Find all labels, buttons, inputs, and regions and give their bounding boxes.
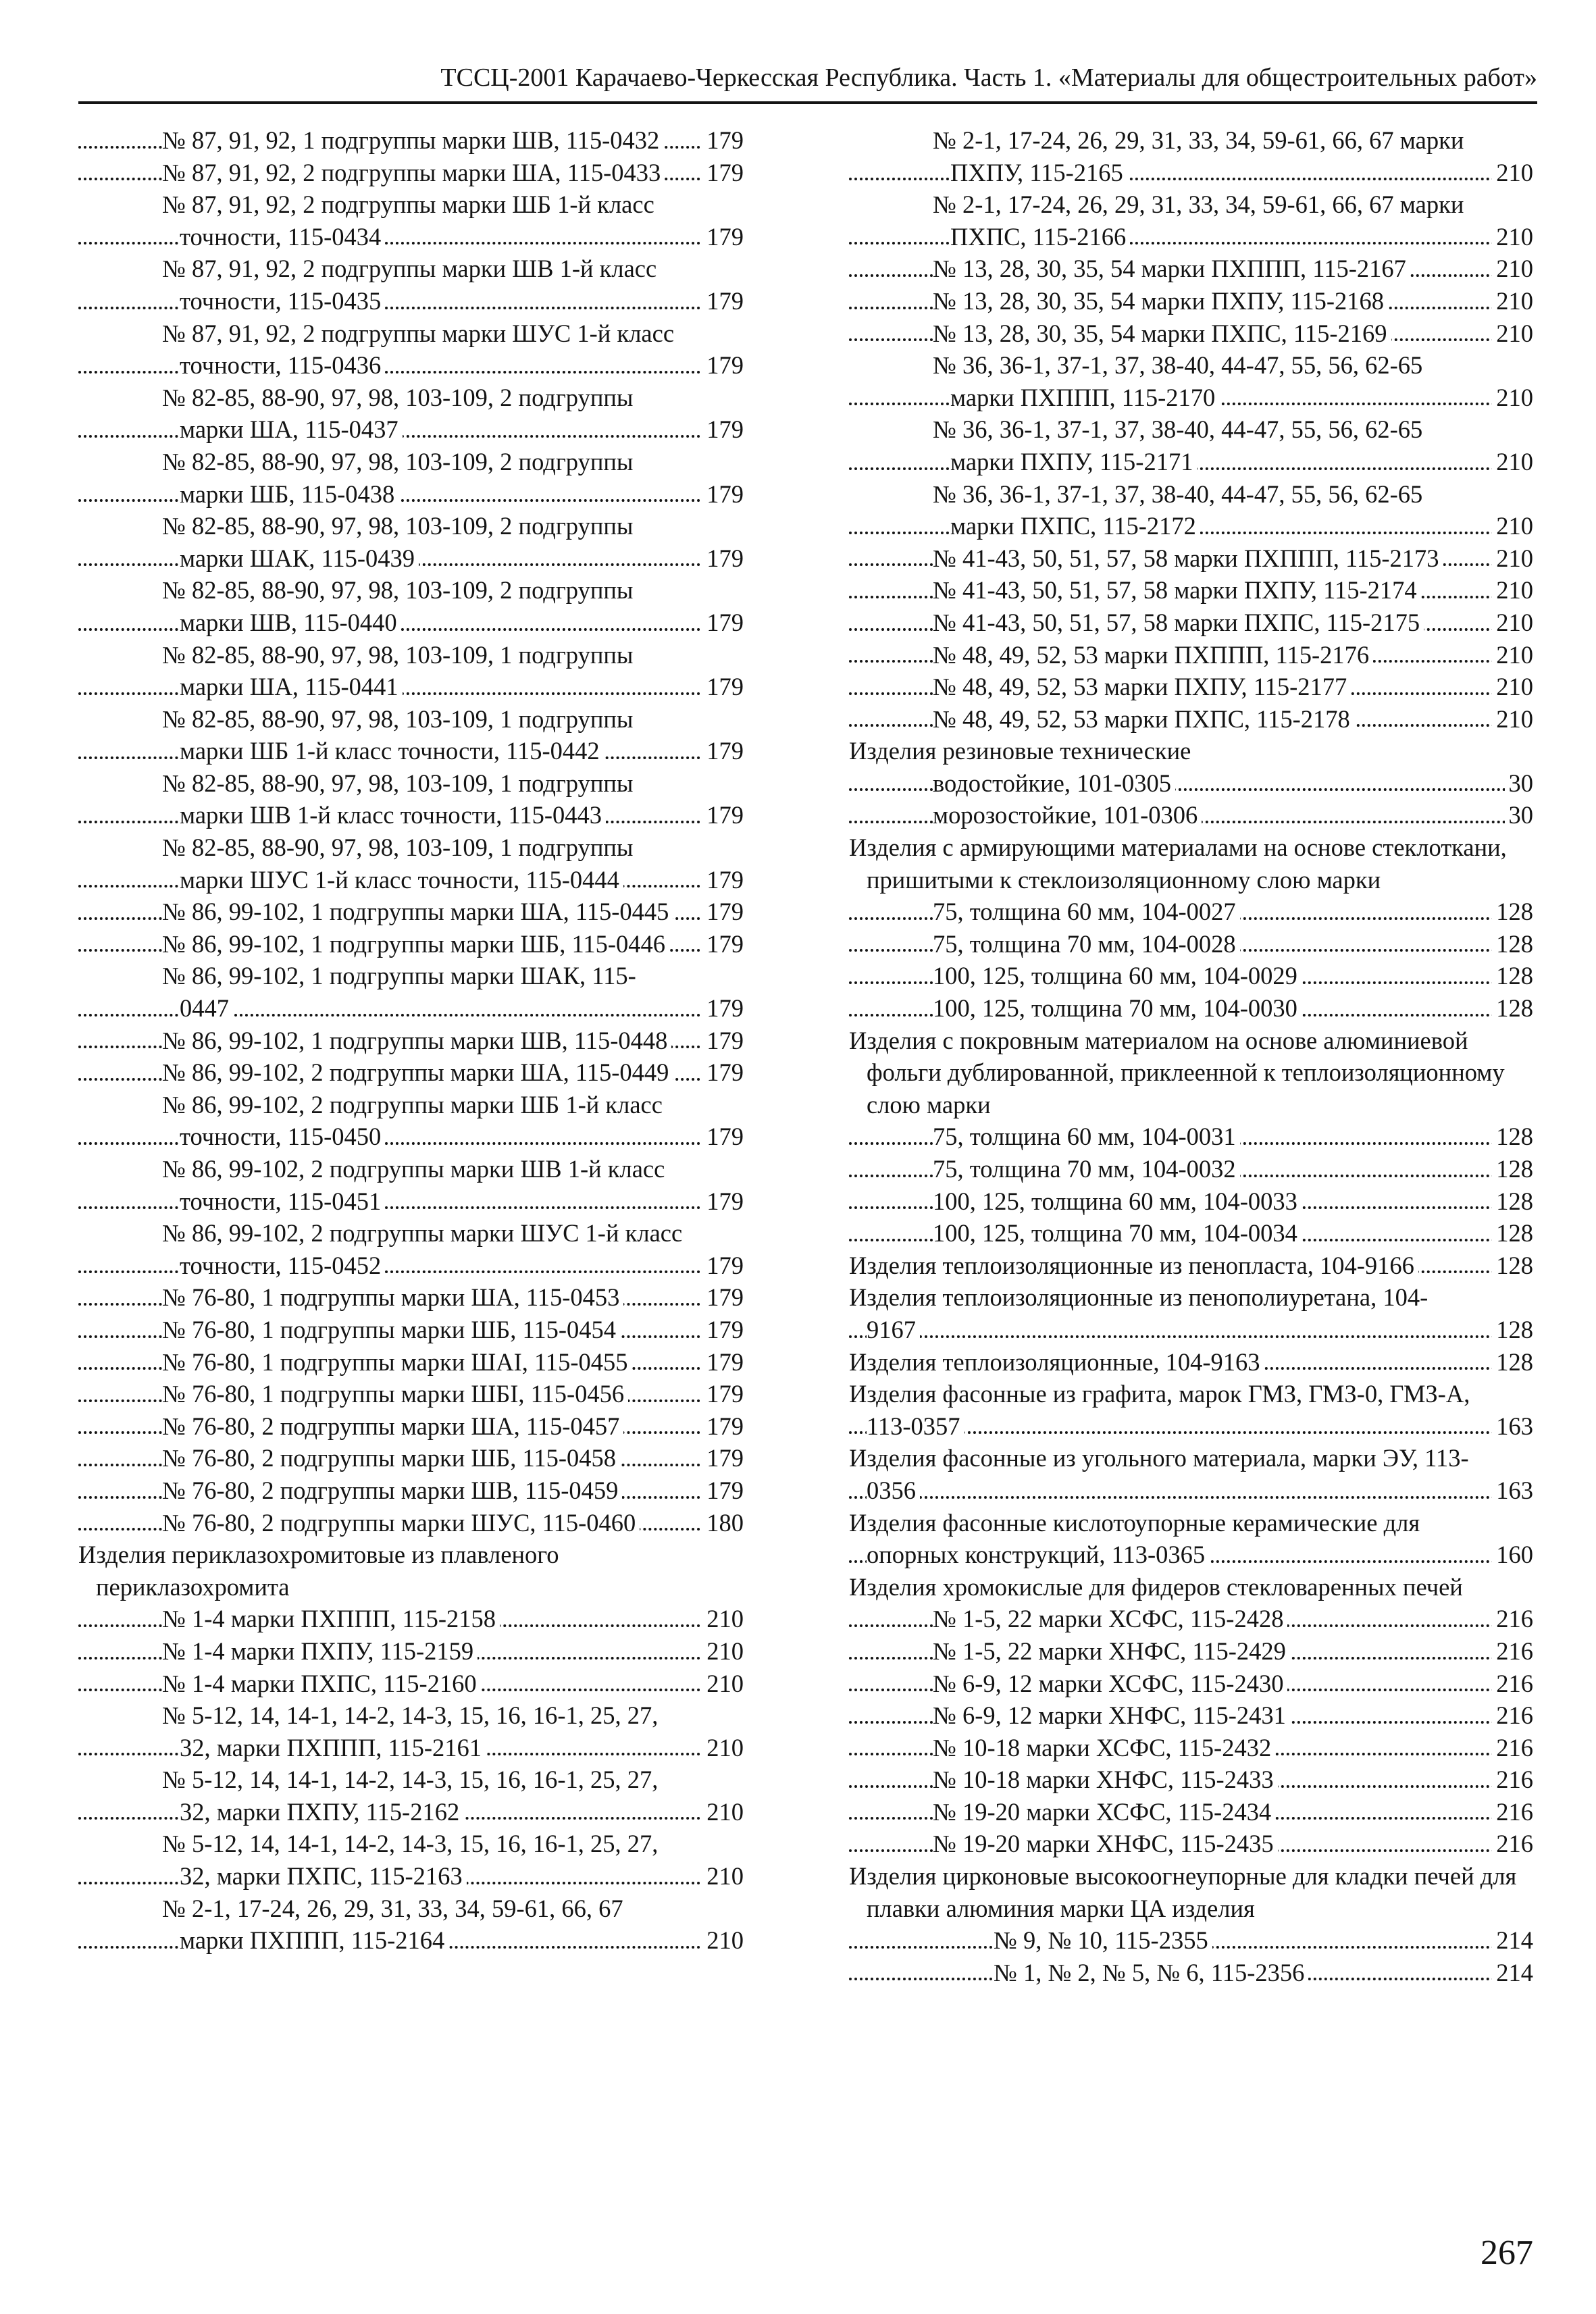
- entry-page-number: 179: [702, 1346, 744, 1379]
- entry-label: № 5-12, 14, 14-1, 14-2, 14-3, 15, 16, 16-1, 25, 27, 32, марки ПХПУ, 115-2162: [162, 1766, 659, 1826]
- index-column-left: [78, 124, 744, 1957]
- index-entry: [78, 1474, 744, 1507]
- entry-page-number: 179: [702, 1442, 744, 1474]
- entry-label: Изделия теплоизоляционные, 104-9163: [849, 1348, 1264, 1376]
- entry-label: № 2-1, 17-24, 26, 29, 31, 33, 34, 59-61, 66, 67 марки ПХПС, 115-2166: [933, 190, 1464, 251]
- entry-label: № 76-80, 2 подгруппы марки ША, 115-0457: [162, 1412, 623, 1440]
- entry-label: № 41-43, 50, 51, 57, 58 марки ПХПУ, 115-2174: [933, 576, 1421, 604]
- index-entry: [849, 1732, 1533, 1764]
- entry-label: 75, толщина 60 мм, 104-0031: [933, 1123, 1240, 1150]
- index-entry: [849, 960, 1533, 992]
- entry-label: № 19-20 марки ХНФС, 115-2435: [933, 1830, 1278, 1857]
- entry-page-number: 128: [1492, 1250, 1533, 1282]
- index-heading: [78, 1539, 744, 1603]
- entry-label: № 86, 99-102, 2 подгруппы марки ШУС 1-й класс точности, 115-0452: [162, 1219, 683, 1279]
- entry-label: водостойкие, 101-0305: [933, 769, 1175, 797]
- entry-label: № 36, 36-1, 37-1, 37, 38-40, 44-47, 55, 56, 62-65 марки ПХПУ, 115-2171: [933, 415, 1423, 475]
- entry-page-number: 179: [702, 1314, 744, 1346]
- entry-page-number: 128: [1492, 1121, 1533, 1153]
- index-entry: [78, 317, 744, 382]
- entry-page-number: 210: [1492, 639, 1533, 671]
- entry-label: № 2-1, 17-24, 26, 29, 31, 33, 34, 59-61, 66, 67 марки ПХПУ, 115-2165: [933, 126, 1464, 186]
- entry-page-number: 179: [702, 1250, 744, 1282]
- entry-label: № 41-43, 50, 51, 57, 58 марки ПХППП, 115-2173: [933, 544, 1443, 572]
- index-entry: [78, 1378, 744, 1410]
- entry-label: № 5-12, 14, 14-1, 14-2, 14-3, 15, 16, 16-1, 25, 27, 32, марки ПХППП, 115-2161: [162, 1701, 659, 1762]
- entry-label: № 1-4 марки ПХППП, 115-2158: [162, 1605, 500, 1632]
- entry-label: № 82-85, 88-90, 97, 98, 103-109, 2 подгруппы марки ШБ, 115-0438: [162, 447, 634, 508]
- entry-label: № 87, 91, 92, 2 подгруппы марки ШУС 1-й класс точности, 115-0436: [162, 319, 675, 380]
- entry-page-number: 210: [702, 1732, 744, 1764]
- entry-page-number: 216: [1492, 1603, 1533, 1635]
- entry-label: 75, толщина 70 мм, 104-0032: [933, 1155, 1240, 1183]
- entry-label: № 76-80, 1 подгруппы марки ШБ, 115-0454: [162, 1316, 620, 1343]
- index-entry: [78, 1603, 744, 1635]
- entry-label: Изделия фасонные из графита, марок ГМЗ, ГМЗ-0, ГМЗ-А, 113-0357: [849, 1380, 1470, 1440]
- entry-page-number: 128: [1492, 992, 1533, 1025]
- entry-page-number: 128: [1492, 1346, 1533, 1379]
- entry-page-number: 179: [702, 1474, 744, 1507]
- entry-label: Изделия теплоизоляционные из пенополиуретана, 104-9167: [849, 1283, 1428, 1343]
- entry-label: № 36, 36-1, 37-1, 37, 38-40, 44-47, 55, 56, 62-65 марки ПХПС, 115-2172: [933, 480, 1423, 540]
- entry-label: № 76-80, 1 подгруппы марки ШAI, 115-0455: [162, 1348, 632, 1376]
- index-entry: [849, 413, 1533, 478]
- index-entry: [78, 831, 744, 896]
- entry-label: № 6-9, 12 марки ХСФС, 115-2430: [933, 1670, 1287, 1697]
- entry-page-number: 179: [702, 1410, 744, 1443]
- entry-page-number: 216: [1492, 1796, 1533, 1828]
- entry-page-number: 210: [1492, 285, 1533, 317]
- entry-page-number: 210: [1492, 317, 1533, 350]
- index-entry: [78, 1089, 744, 1153]
- entry-page-number: 210: [1492, 510, 1533, 542]
- index-entry: [849, 285, 1533, 317]
- entry-label: № 76-80, 1 подгруппы марки ША, 115-0453: [162, 1283, 623, 1311]
- entry-page-number: 179: [702, 671, 744, 703]
- index-entry: [849, 1957, 1533, 1989]
- entry-page-number: 216: [1492, 1732, 1533, 1764]
- index-entry: [849, 478, 1533, 542]
- index-entry: [849, 896, 1533, 928]
- entry-label: Изделия цирконовые высокоогнеупорные для кладки печей для плавки алюминия марки ЦА изделия: [849, 1862, 1517, 1922]
- index-heading: [849, 735, 1533, 767]
- index-entry: [849, 1185, 1533, 1218]
- index-entry: [849, 799, 1533, 831]
- entry-label: № 76-80, 2 подгруппы марки ШУС, 115-0460: [162, 1509, 640, 1537]
- entry-label: № 41-43, 50, 51, 57, 58 марки ПХПС, 115-2175: [933, 609, 1424, 636]
- entry-label: 100, 125, толщина 60 мм, 104-0033: [933, 1187, 1302, 1215]
- index-column-right: [849, 124, 1533, 1988]
- index-entry: [849, 703, 1533, 736]
- entry-label: № 13, 28, 30, 35, 54 марки ПХПУ, 115-2168: [933, 287, 1388, 315]
- index-entry: [849, 1828, 1533, 1860]
- index-entry: [78, 1507, 744, 1539]
- entry-page-number: 210: [1492, 221, 1533, 253]
- index-entry: [78, 1828, 744, 1892]
- entry-page-number: 179: [702, 478, 744, 511]
- entry-label: 75, толщина 60 мм, 104-0027: [933, 898, 1240, 925]
- index-entry: [849, 1121, 1533, 1153]
- index-entry: [849, 1507, 1533, 1571]
- entry-label: № 10-18 марки ХСФС, 115-2432: [933, 1734, 1275, 1762]
- index-entry: [849, 349, 1533, 413]
- entry-page-number: 128: [1492, 960, 1533, 992]
- index-entry: [849, 1764, 1533, 1796]
- index-entry: [78, 1668, 744, 1700]
- entry-label: Изделия с армирующими материалами на основе стеклоткани, пришитыми к стеклоизоляционному слою марки: [849, 833, 1507, 894]
- index-entry: [78, 767, 744, 831]
- entry-label: № 48, 49, 52, 53 марки ПХПУ, 115-2177: [933, 673, 1351, 700]
- index-entry: [849, 767, 1533, 800]
- index-entry: [78, 510, 744, 574]
- entry-label: Изделия периклазохромитовые из плавленого периклазохромита: [78, 1541, 559, 1601]
- entry-label: 100, 125, толщина 60 мм, 104-0029: [933, 962, 1302, 989]
- index-entry: [78, 1153, 744, 1217]
- entry-page-number: 216: [1492, 1668, 1533, 1700]
- entry-page-number: 128: [1492, 1217, 1533, 1250]
- entry-page-number: 179: [702, 413, 744, 446]
- entry-label: № 86, 99-102, 2 подгруппы марки ШВ 1-й класс точности, 115-0451: [162, 1155, 665, 1215]
- entry-page-number: 216: [1492, 1635, 1533, 1668]
- index-entry: [78, 1893, 744, 1957]
- index-entry: [849, 317, 1533, 350]
- entry-page-number: 179: [702, 607, 744, 639]
- entry-page-number: 179: [702, 285, 744, 317]
- entry-page-number: 180: [702, 1507, 744, 1539]
- index-entry: [849, 1281, 1533, 1345]
- entry-page-number: 179: [702, 1121, 744, 1153]
- entry-label: № 5-12, 14, 14-1, 14-2, 14-3, 15, 16, 16-1, 25, 27, 32, марки ПХПС, 115-2163: [162, 1830, 659, 1891]
- entry-label: № 48, 49, 52, 53 марки ПХПС, 115-2178: [933, 705, 1354, 733]
- entry-page-number: 214: [1492, 1924, 1533, 1957]
- index-entry: [849, 1699, 1533, 1732]
- index-entry: [849, 992, 1533, 1025]
- entry-page-number: 179: [702, 1185, 744, 1218]
- header-rule: [78, 101, 1537, 104]
- entry-page-number: 210: [1492, 253, 1533, 285]
- entry-page-number: 210: [702, 1796, 744, 1828]
- index-heading: [849, 1860, 1533, 1924]
- entry-label: № 9, № 10, 115-2355: [994, 1926, 1212, 1954]
- index-entry: [78, 574, 744, 638]
- index-entry: [78, 124, 744, 157]
- entry-label: № 19-20 марки ХСФС, 115-2434: [933, 1798, 1275, 1826]
- entry-page-number: 210: [702, 1860, 744, 1893]
- index-entry: [78, 1314, 744, 1346]
- index-entry: [78, 639, 744, 703]
- index-entry: [849, 1442, 1533, 1506]
- entry-page-number: 179: [702, 1378, 744, 1410]
- entry-page-number: 179: [702, 542, 744, 575]
- entry-label: морозостойкие, 101-0306: [933, 801, 1202, 829]
- entry-page-number: 210: [702, 1668, 744, 1700]
- index-entry: [78, 703, 744, 767]
- entry-page-number: 179: [702, 799, 744, 831]
- running-header: ТССЦ-2001 Карачаево-Черкесская Республика. Часть 1. «Материалы для общестроительных работ»: [440, 63, 1537, 92]
- entry-page-number: 160: [1492, 1539, 1533, 1571]
- entry-page-number: 179: [702, 1025, 744, 1057]
- entry-page-number: 216: [1492, 1828, 1533, 1860]
- entry-page-number: 179: [702, 735, 744, 767]
- entry-page-number: 179: [702, 157, 744, 189]
- entry-label: № 86, 99-102, 1 подгруппы марки ШБ, 115-0446: [162, 930, 669, 958]
- entry-label: № 1-5, 22 марки ХСФС, 115-2428: [933, 1605, 1287, 1632]
- entry-label: № 87, 91, 92, 1 подгруппы марки ШВ, 115-0432: [162, 126, 663, 154]
- index-entry: [849, 1346, 1533, 1379]
- index-entry: [849, 124, 1533, 188]
- index-entry: [78, 1217, 744, 1281]
- entry-page-number: 179: [702, 896, 744, 928]
- index-entry: [78, 188, 744, 253]
- entry-label: № 2-1, 17-24, 26, 29, 31, 33, 34, 59-61, 66, 67 марки ПХППП, 115-2164: [162, 1894, 623, 1955]
- index-entry: [849, 1635, 1533, 1668]
- index-entry: [849, 928, 1533, 960]
- index-entry: [78, 446, 744, 510]
- entry-page-number: 179: [702, 221, 744, 253]
- entry-label: № 76-80, 2 подгруппы марки ШБ, 115-0458: [162, 1444, 620, 1472]
- entry-page-number: 210: [1492, 574, 1533, 607]
- index-entry: [849, 1924, 1533, 1957]
- index-entry: [78, 157, 744, 189]
- entry-label: № 82-85, 88-90, 97, 98, 103-109, 2 подгруппы марки ШАК, 115-0439: [162, 512, 634, 572]
- entry-label: № 82-85, 88-90, 97, 98, 103-109, 2 подгруппы марки ША, 115-0437: [162, 383, 634, 444]
- entry-page-number: 210: [702, 1924, 744, 1957]
- index-entry: [849, 253, 1533, 285]
- entry-page-number: 179: [702, 1056, 744, 1089]
- entry-label: № 1-4 марки ПХПС, 115-2160: [162, 1670, 481, 1697]
- entry-label: № 1-4 марки ПХПУ, 115-2159: [162, 1637, 478, 1665]
- entry-page-number: 210: [1492, 446, 1533, 478]
- entry-label: № 87, 91, 92, 2 подгруппы марки ШВ 1-й класс точности, 115-0435: [162, 255, 657, 315]
- entry-label: № 82-85, 88-90, 97, 98, 103-109, 2 подгруппы марки ШВ, 115-0440: [162, 576, 634, 636]
- entry-label: № 86, 99-102, 1 подгруппы марки ШАК, 115-0447: [162, 962, 636, 1023]
- entry-label: Изделия теплоизоляционные из пенопласта, 104-9166: [849, 1252, 1418, 1279]
- entry-label: Изделия фасонные кислотоупорные керамические для опорных конструкций, 113-0365: [849, 1508, 1420, 1569]
- entry-page-number: 179: [702, 928, 744, 960]
- index-entry: [849, 1668, 1533, 1700]
- index-entry: [849, 639, 1533, 671]
- entry-page-number: 214: [1492, 1957, 1533, 1989]
- entry-label: № 76-80, 1 подгруппы марки ШБI, 115-0456: [162, 1380, 628, 1408]
- entry-label: № 1-5, 22 марки ХНФС, 115-2429: [933, 1637, 1290, 1665]
- index-entry: [78, 382, 744, 446]
- entry-label: № 13, 28, 30, 35, 54 марки ПХППП, 115-2167: [933, 255, 1410, 282]
- index-entry: [78, 1025, 744, 1057]
- index-entry: [849, 1250, 1533, 1282]
- index-entry: [849, 1217, 1533, 1250]
- entry-label: № 36, 36-1, 37-1, 37, 38-40, 44-47, 55, 56, 62-65 марки ПХППП, 115-2170: [933, 351, 1423, 411]
- index-entry: [849, 671, 1533, 703]
- entry-page-number: 179: [702, 349, 744, 382]
- index-heading: [849, 1571, 1533, 1603]
- entry-label: Изделия хромокислые для фидеров стекловаренных печей: [849, 1573, 1467, 1601]
- entry-page-number: 216: [1492, 1764, 1533, 1796]
- entry-label: № 82-85, 88-90, 97, 98, 103-109, 1 подгруппы марки ШУС 1-й класс точности, 115-0444: [162, 833, 634, 894]
- entry-label: № 86, 99-102, 2 подгруппы марки ШБ 1-й класс точности, 115-0450: [162, 1090, 663, 1151]
- entry-label: № 82-85, 88-90, 97, 98, 103-109, 1 подгруппы марки ШБ 1-й класс точности, 115-0442: [162, 704, 634, 765]
- entry-page-number: 30: [1505, 767, 1534, 800]
- entry-page-number: 179: [702, 864, 744, 896]
- entry-label: № 76-80, 2 подгруппы марки ШВ, 115-0459: [162, 1476, 622, 1504]
- entry-label: № 86, 99-102, 2 подгруппы марки ША, 115-0449: [162, 1058, 673, 1086]
- index-entry: [78, 896, 744, 928]
- entry-label: № 10-18 марки ХНФС, 115-2433: [933, 1766, 1278, 1793]
- entry-page-number: 163: [1492, 1410, 1533, 1443]
- entry-label: № 1, № 2, № 5, № 6, 115-2356: [994, 1959, 1308, 1986]
- page-number: 267: [1481, 2234, 1533, 2272]
- entry-page-number: 210: [702, 1603, 744, 1635]
- index-entry: [78, 1442, 744, 1474]
- entry-label: № 82-85, 88-90, 97, 98, 103-109, 1 подгруппы марки ШВ 1-й класс точности, 115-0443: [162, 769, 634, 829]
- entry-page-number: 179: [702, 124, 744, 157]
- index-entry: [849, 1153, 1533, 1185]
- entry-label: № 86, 99-102, 1 подгруппы марки ШВ, 115-0448: [162, 1027, 671, 1054]
- entry-page-number: 128: [1492, 928, 1533, 960]
- entry-page-number: 210: [1492, 157, 1533, 189]
- entry-label: Изделия резиновые технические: [849, 737, 1195, 765]
- entry-page-number: 128: [1492, 1153, 1533, 1185]
- index-entry: [849, 1378, 1533, 1442]
- entry-page-number: 210: [1492, 671, 1533, 703]
- entry-label: 75, толщина 70 мм, 104-0028: [933, 930, 1240, 958]
- entry-page-number: 210: [1492, 382, 1533, 414]
- index-entry: [78, 1699, 744, 1764]
- index-entry: [78, 1635, 744, 1668]
- index-entry: [849, 607, 1533, 639]
- index-entry: [78, 928, 744, 960]
- entry-page-number: 128: [1492, 896, 1533, 928]
- entry-page-number: 179: [702, 1281, 744, 1314]
- index-entry: [849, 188, 1533, 253]
- entry-label: № 82-85, 88-90, 97, 98, 103-109, 1 подгруппы марки ША, 115-0441: [162, 640, 634, 701]
- entry-label: № 86, 99-102, 1 подгруппы марки ША, 115-0445: [162, 898, 673, 925]
- index-entry: [849, 574, 1533, 607]
- entry-label: № 13, 28, 30, 35, 54 марки ПХПС, 115-2169: [933, 319, 1391, 347]
- entry-page-number: 210: [1492, 607, 1533, 639]
- index-entry: [849, 1603, 1533, 1635]
- entry-page-number: 128: [1492, 1314, 1533, 1346]
- entry-page-number: 179: [702, 992, 744, 1025]
- entry-page-number: 128: [1492, 1185, 1533, 1218]
- entry-page-number: 163: [1492, 1474, 1533, 1507]
- index-entry: [78, 1281, 744, 1314]
- index-entry: [849, 542, 1533, 575]
- index-entry: [78, 960, 744, 1024]
- entry-label: № 48, 49, 52, 53 марки ПХППП, 115-2176: [933, 641, 1373, 669]
- index-heading: [849, 831, 1533, 896]
- entry-page-number: 210: [1492, 703, 1533, 736]
- entry-label: 100, 125, толщина 70 мм, 104-0034: [933, 1219, 1302, 1247]
- entry-page-number: 30: [1505, 799, 1534, 831]
- entry-page-number: 210: [1492, 542, 1533, 575]
- entry-label: № 87, 91, 92, 2 подгруппы марки ШБ 1-й класс точности, 115-0434: [162, 190, 654, 251]
- entry-label: № 6-9, 12 марки ХНФС, 115-2431: [933, 1701, 1290, 1729]
- index-entry: [849, 1796, 1533, 1828]
- entry-label: 100, 125, толщина 70 мм, 104-0030: [933, 994, 1302, 1022]
- index-entry: [78, 1346, 744, 1379]
- entry-label: Изделия фасонные из угольного материала, марки ЭУ, 113-0356: [849, 1444, 1469, 1504]
- index-entry: [78, 253, 744, 317]
- entry-label: № 87, 91, 92, 2 подгруппы марки ША, 115-0433: [162, 159, 665, 186]
- entry-label: Изделия с покровным материалом на основе алюминиевой фольги дублированной, приклеенной к теплоизоляционному слою марки: [849, 1026, 1505, 1119]
- index-entry: [78, 1410, 744, 1443]
- index-entry: [78, 1764, 744, 1828]
- entry-page-number: 210: [702, 1635, 744, 1668]
- index-entry: [78, 1056, 744, 1089]
- index-heading: [849, 1025, 1533, 1121]
- entry-page-number: 216: [1492, 1699, 1533, 1732]
